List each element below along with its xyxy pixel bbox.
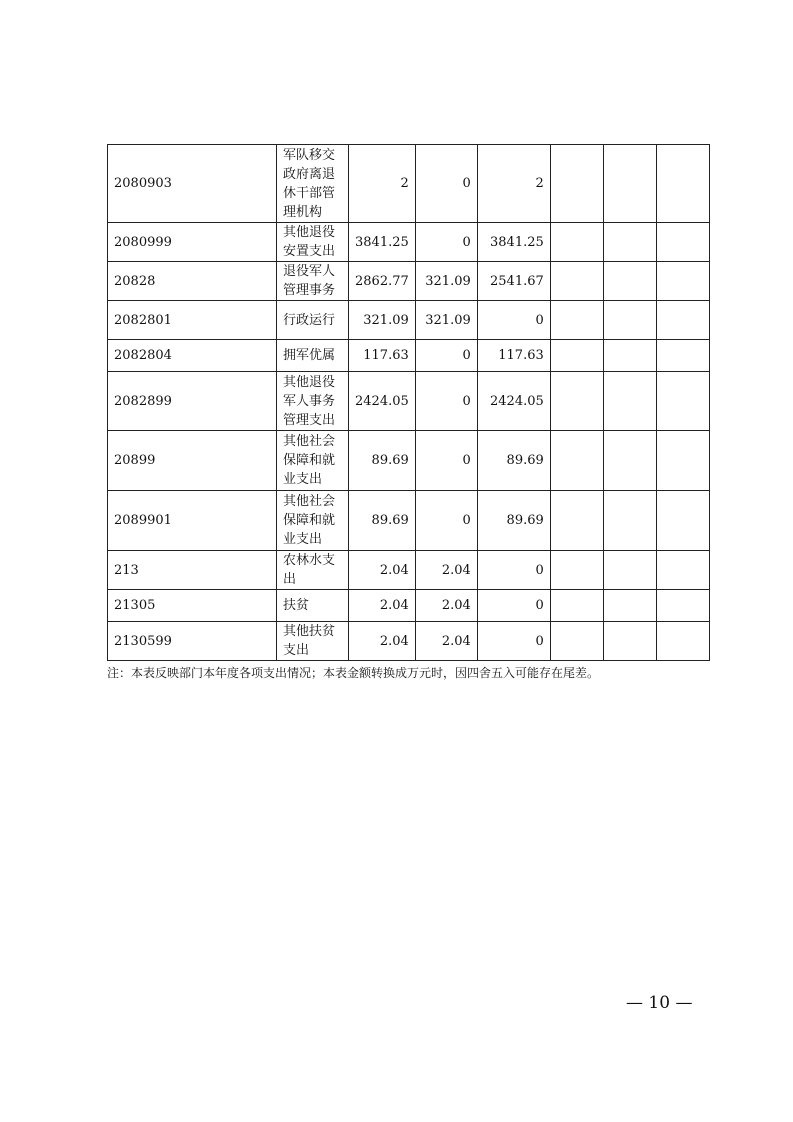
- row-project: 0: [477, 590, 550, 622]
- row-code: 2082899: [108, 372, 277, 431]
- row-col7: [603, 551, 656, 590]
- row-total: 321.09: [349, 301, 416, 340]
- row-basic: 0: [415, 223, 477, 262]
- table-row: [108, 340, 710, 372]
- row-basic: 2.04: [415, 551, 477, 590]
- row-project: 2: [477, 145, 550, 223]
- row-col8: [656, 622, 709, 661]
- table-row: [108, 590, 710, 622]
- row-basic: 0: [415, 340, 477, 372]
- row-basic: 0: [415, 145, 477, 223]
- row-col6: [550, 223, 603, 262]
- table-row: [108, 262, 710, 301]
- row-name: [277, 622, 349, 661]
- row-name: [277, 301, 349, 340]
- page-number: — 10 —: [626, 993, 693, 1013]
- row-name: [277, 491, 349, 551]
- row-col6: [550, 301, 603, 340]
- row-col8: [656, 301, 709, 340]
- row-col6: [550, 590, 603, 622]
- row-col7: [603, 145, 656, 223]
- row-name-text: 其他社会保障和就业支出: [283, 434, 336, 487]
- row-name: [277, 590, 349, 622]
- row-total: 2.04: [349, 551, 416, 590]
- row-col8: [656, 431, 709, 491]
- row-col6: [550, 145, 603, 223]
- row-total: 2: [349, 145, 416, 223]
- row-col7: [603, 262, 656, 301]
- row-col7: [603, 590, 656, 622]
- row-col8: [656, 372, 709, 431]
- expenditure-table: [107, 144, 710, 661]
- table-row: [108, 491, 710, 551]
- row-project: 0: [477, 622, 550, 661]
- row-col6: [550, 340, 603, 372]
- row-basic: 321.09: [415, 262, 477, 301]
- row-name-text: 其他退役军人事务管理支出: [283, 374, 336, 428]
- row-col7: [603, 301, 656, 340]
- row-basic: 2.04: [415, 622, 477, 661]
- row-total: 3841.25: [349, 223, 416, 262]
- row-name: [277, 340, 349, 372]
- row-col8: [656, 262, 709, 301]
- row-total: 117.63: [349, 340, 416, 372]
- row-name-text: 其他扶贫支出: [283, 624, 336, 658]
- row-col8: [656, 491, 709, 551]
- table-row: [108, 223, 710, 262]
- row-col6: [550, 262, 603, 301]
- row-name-text: 其他退役安置支出: [283, 225, 336, 259]
- row-total: 89.69: [349, 431, 416, 491]
- row-name-text: 扶贫: [283, 598, 310, 613]
- row-project: 0: [477, 301, 550, 340]
- row-col6: [550, 622, 603, 661]
- table-row: [108, 145, 710, 223]
- row-col8: [656, 223, 709, 262]
- row-col7: [603, 340, 656, 372]
- row-basic: 2.04: [415, 590, 477, 622]
- row-col6: [550, 372, 603, 431]
- row-col7: [603, 372, 656, 431]
- table-row: [108, 301, 710, 340]
- row-total: 2862.77: [349, 262, 416, 301]
- row-name-text: 行政运行: [283, 312, 336, 328]
- row-name: [277, 262, 349, 301]
- row-name-text: 农林水支出: [283, 553, 336, 587]
- row-project: 89.69: [477, 491, 550, 551]
- row-code: 21305: [108, 590, 277, 622]
- row-col8: [656, 590, 709, 622]
- row-project: 89.69: [477, 431, 550, 491]
- row-col8: [656, 340, 709, 372]
- row-code: 2082801: [108, 301, 277, 340]
- row-col6: [550, 491, 603, 551]
- row-basic: 321.09: [415, 301, 477, 340]
- row-total: 89.69: [349, 491, 416, 551]
- table-row: [108, 551, 710, 590]
- row-col8: [656, 145, 709, 223]
- row-name: [277, 431, 349, 491]
- row-col6: [550, 551, 603, 590]
- row-name: [277, 551, 349, 590]
- row-project: 2541.67: [477, 262, 550, 301]
- row-name-text: 其他社会保障和就业支出: [283, 494, 336, 547]
- row-col6: [550, 431, 603, 491]
- row-code: 2089901: [108, 491, 277, 551]
- row-col7: [603, 491, 656, 551]
- row-name-text: 退役军人管理事务: [283, 264, 336, 298]
- row-col7: [603, 622, 656, 661]
- table-row: [108, 622, 710, 661]
- row-project: 0: [477, 551, 550, 590]
- table-row: [108, 431, 710, 491]
- table-body: [108, 145, 710, 661]
- row-col7: [603, 223, 656, 262]
- row-total: 2.04: [349, 590, 416, 622]
- row-code: 2082804: [108, 340, 277, 372]
- row-name: [277, 145, 349, 223]
- row-col7: [603, 431, 656, 491]
- row-code: 213: [108, 551, 277, 590]
- row-name: [277, 223, 349, 262]
- row-code: 20828: [108, 262, 277, 301]
- table-note: 注：本表反映部门本年度各项支出情况；本表金额转换成万元时，因四舍五入可能存在尾差。: [107, 666, 600, 680]
- row-project: 117.63: [477, 340, 550, 372]
- row-code: 20899: [108, 431, 277, 491]
- row-total: 2.04: [349, 622, 416, 661]
- row-project: 3841.25: [477, 223, 550, 262]
- row-basic: 0: [415, 372, 477, 431]
- row-col8: [656, 551, 709, 590]
- row-project: 2424.05: [477, 372, 550, 431]
- row-code: 2130599: [108, 622, 277, 661]
- row-basic: 0: [415, 431, 477, 491]
- row-basic: 0: [415, 491, 477, 551]
- row-name-text: 军队移交政府离退休干部管理机构: [283, 147, 336, 220]
- row-name-text: 拥军优属: [283, 348, 336, 363]
- table-row: [108, 372, 710, 431]
- row-name: [277, 372, 349, 431]
- row-code: 2080999: [108, 223, 277, 262]
- row-total: 2424.05: [349, 372, 416, 431]
- row-code: 2080903: [108, 145, 277, 223]
